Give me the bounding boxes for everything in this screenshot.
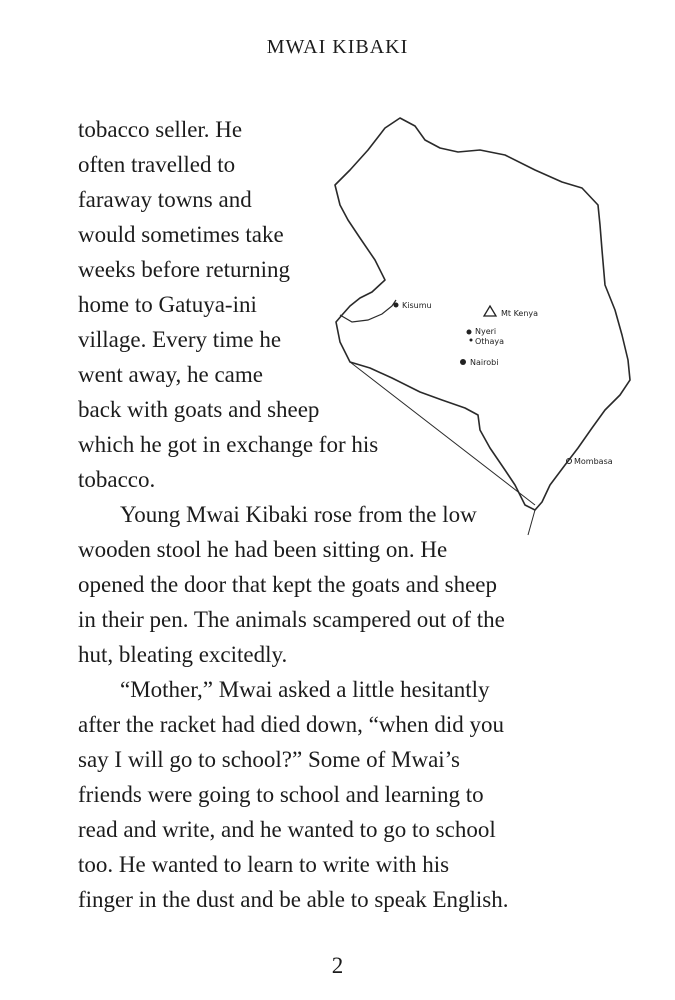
othaya-dot — [470, 339, 473, 342]
othaya-label: Othaya — [475, 337, 505, 346]
mt-kenya-label: Mt Kenya — [501, 309, 539, 318]
text-line: Young Mwai Kibaki rose from the low — [120, 502, 477, 527]
text-line: in their pen. The animals scampered out of the — [78, 607, 505, 632]
lake-victoria-shore — [340, 300, 396, 322]
text-line: after the racket had died down, “when did you — [78, 712, 504, 737]
text-line: friends were going to school and learning to — [78, 782, 484, 807]
text-line: say I will go to school?” Some of Mwai’s — [78, 747, 461, 772]
nyeri-label: Nyeri — [475, 327, 497, 336]
text-line: weeks before returning — [78, 257, 291, 282]
text-line: tobacco seller. He — [78, 117, 243, 142]
text-line: back with goats and sheep — [78, 397, 320, 422]
text-line: “Mother,” Mwai asked a little hesitantly — [120, 677, 490, 702]
text-line: village. Every time he — [78, 327, 282, 352]
coast-tail — [528, 510, 535, 535]
text-line: which he got in exchange for his — [78, 432, 379, 457]
text-line: hut, bleating excitedly. — [78, 642, 288, 667]
text-line: finger in the dust and be able to speak English. — [78, 887, 509, 912]
mombasa-label: Mombasa — [574, 457, 613, 466]
text-line: wooden stool he had been sitting on. He — [78, 537, 448, 562]
text-line: too. He wanted to learn to write with his — [78, 852, 450, 877]
kisumu-label: Kisumu — [402, 301, 432, 310]
nyeri-dot — [467, 330, 472, 335]
nairobi-label: Nairobi — [470, 358, 499, 367]
text-line: would sometimes take — [78, 222, 284, 247]
nairobi-dot — [460, 359, 466, 365]
text-line: went away, he came — [78, 362, 263, 387]
text-line: tobacco. — [78, 467, 156, 492]
kenya-border — [335, 118, 630, 510]
text-line: opened the door that kept the goats and sheep — [78, 572, 497, 597]
text-line: home to Gatuya-ini — [78, 292, 257, 317]
page-number: 2 — [331, 953, 344, 978]
running-title: MWAI KIBAKI — [266, 36, 409, 58]
mt-kenya-triangle — [484, 306, 496, 316]
text-line: read and write, and he wanted to go to school — [78, 817, 496, 842]
kenya-map — [330, 110, 655, 540]
text-line: faraway towns and — [78, 187, 252, 212]
text-line: often travelled to — [78, 152, 236, 177]
kisumu-dot — [394, 303, 399, 308]
